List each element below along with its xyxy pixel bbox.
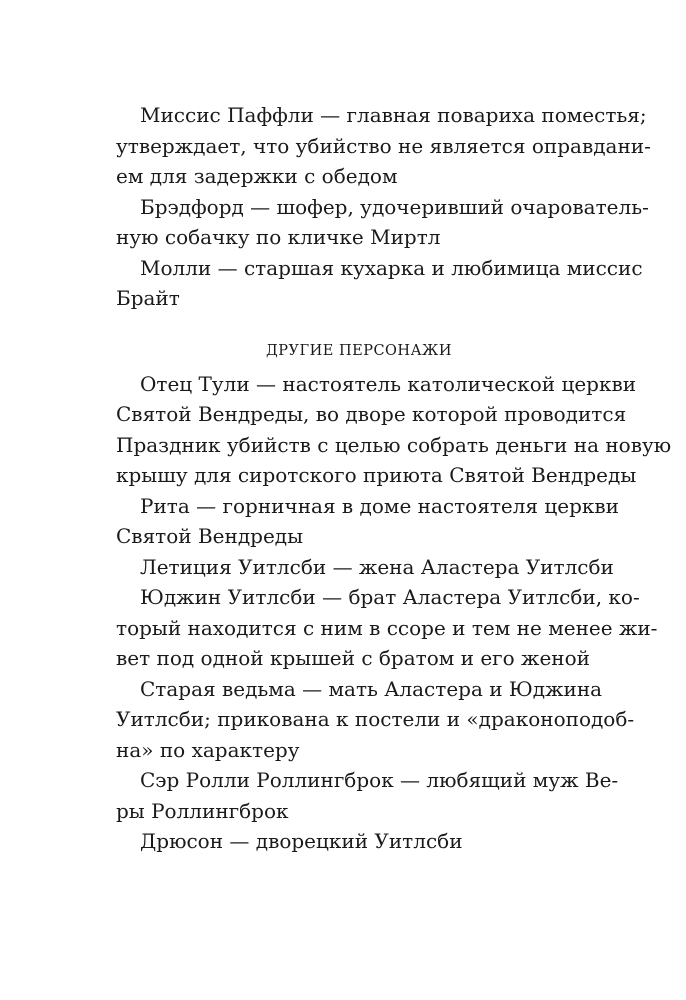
entry-father-tooley — [116, 369, 672, 491]
text-line: утверждает, что убийство не является оправдани- — [116, 133, 651, 158]
book-page — [116, 100, 672, 857]
text-line: крышу для сиротского приюта Святой Вендреды — [116, 463, 637, 487]
text-line: Старая ведьма — мать Аластера и Юджина — [140, 676, 603, 701]
text-line: ры Роллингброк — [116, 798, 289, 823]
entry-old-witch — [116, 674, 635, 766]
text-line: на» по характеру — [116, 737, 300, 762]
text-line: Святой Вендреды — [116, 524, 304, 548]
section-title: ДРУГИЕ ПЕРСОНАЖИ — [266, 342, 452, 359]
entry-mrs-puffley — [116, 100, 651, 192]
text-line: Праздник убийств с целью собрать деньги на новую — [116, 432, 672, 457]
entry-letitia — [116, 552, 614, 583]
entry-bradford — [116, 192, 649, 253]
text-line: ную собачку по кличке Миртл — [116, 225, 441, 249]
text-line: Брайт — [116, 286, 180, 310]
entry-druson — [116, 826, 602, 857]
text-line: торый находится с ним в ссоре и тем не менее жи- — [116, 615, 658, 640]
text-line: ем для задержки с обедом — [116, 164, 398, 188]
text-line: Отец Тули — настоятель католической церкви — [140, 371, 637, 396]
text-line: Брэдфорд — шофер, удочеривший очарователь- — [140, 194, 649, 219]
text-line: Летиция Уитлсби — жена Аластера Уитлсби — [140, 554, 614, 579]
entry-eugene — [116, 582, 658, 674]
text-line: Дрюсон — дворецкий Уитлсби — [140, 829, 463, 853]
text-line: Юджин Уитлсби — брат Аластера Уитлсби, ко- — [140, 585, 640, 609]
text-line: Уитлсби; прикована к постели и «драконоподоб- — [116, 707, 635, 731]
text-line: Рита — горничная в доме настоятеля церкви — [140, 493, 619, 518]
text-line: вет под одной крышей с братом и его женой — [116, 646, 590, 670]
text-line: Святой Вендреды, во дворе которой проводится — [116, 402, 627, 426]
entry-sir-rollie — [116, 765, 619, 826]
text-line: Миссис Паффли — главная повариха поместья; — [140, 103, 647, 127]
entry-rita — [116, 491, 619, 552]
entry-molly — [116, 253, 643, 314]
text-line: Сэр Ролли Роллингброк — любящий муж Ве- — [140, 768, 619, 792]
text-line: Молли — старшая кухарка и любимица миссис — [140, 255, 643, 280]
